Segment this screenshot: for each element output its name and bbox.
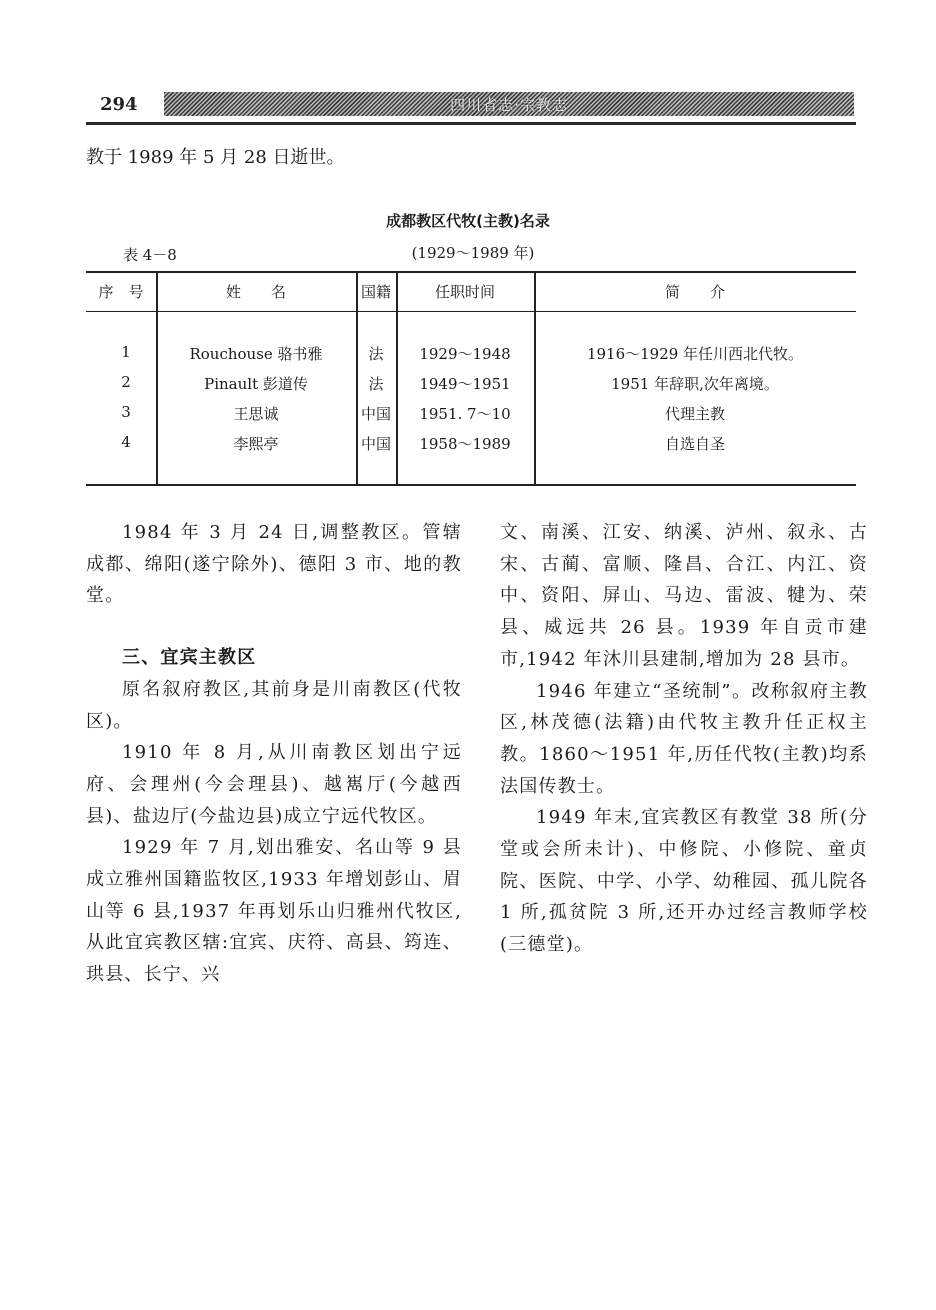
cell-term: 1958～1989 xyxy=(419,435,511,453)
cell-nationality: 法 xyxy=(368,375,384,393)
left-column xyxy=(86,517,462,991)
table-row xyxy=(86,403,856,433)
paragraph: 1984 年 3 月 24 日,调整教区。管辖成都、绵阳(遂宁除外)、德阳 3 市、地的教堂。 xyxy=(86,522,462,607)
cell-note: 1951 年辞职,次年离境。 xyxy=(611,375,779,393)
table-row xyxy=(86,373,856,403)
cell-name: 李熙亭 xyxy=(233,435,279,453)
paragraph: 1910 年 8 月,从川南教区划出宁远府、会理州(今会理县)、越嶲厅(今越西县)、盐边厅(今盐边县)成立宁远代牧区。 xyxy=(86,742,462,827)
table-title: 成都教区代牧(主教)名录 xyxy=(386,212,550,230)
cell-note: 1916～1929 年任川西北代牧。 xyxy=(586,345,804,363)
header-rule xyxy=(86,122,856,125)
cell-no: 4 xyxy=(121,433,131,451)
header-cell-note: 简 介 xyxy=(664,283,725,301)
header-cell-term: 任职时间 xyxy=(434,283,495,301)
cell-nationality: 中国 xyxy=(360,435,391,453)
cell-note: 自选自圣 xyxy=(664,435,725,453)
bishops-table xyxy=(86,271,856,486)
cell-no: 1 xyxy=(121,343,131,361)
header-cell-no: 序 号 xyxy=(98,283,144,301)
cell-term: 1929～1948 xyxy=(419,345,511,363)
paragraph: 1929 年 7 月,划出雅安、名山等 9 县成立雅州国籍监牧区,1933 年增划彭山、眉山等 6 县,1937 年再划乐山归雅州代牧区,从此宜宾教区辖:宜宾、庆符、高县、筠连、珙县、长宁、兴 xyxy=(86,837,462,986)
table-years: (1929～1989 年) xyxy=(411,244,535,262)
paragraph: 文、南溪、江安、纳溪、泸州、叙永、古宋、古蔺、富顺、隆昌、合江、内江、资中、资阳、屏山、马边、雷波、犍为、荣县、威远共 26 县。1939 年自贡市建市,1942 年沐川县建制,增加为 28 县市。 xyxy=(500,522,868,670)
header-band xyxy=(164,92,854,116)
header-cell-nationality: 国籍 xyxy=(360,283,391,301)
cell-name: Pinault 彭道传 xyxy=(204,375,308,393)
paragraph: 原名叙府教区,其前身是川南教区(代牧区)。 xyxy=(86,678,462,732)
continuation-text: 教于 1989 年 5 月 28 日逝世。 xyxy=(86,147,345,168)
running-header xyxy=(86,90,856,128)
cell-no: 3 xyxy=(121,403,131,421)
right-column xyxy=(500,517,868,961)
table-row xyxy=(86,343,856,373)
paragraph: 1946 年建立“圣统制”。改称叙府主教区,林茂德(法籍)由代牧主教升任正权主教。1860～1951 年,历任代牧(主教)均系法国传教士。 xyxy=(500,680,868,797)
cell-term: 1949～1951 xyxy=(419,375,511,393)
paragraph: 1949 年末,宜宾教区有教堂 38 所(分堂或会所未计)、中修院、小修院、童贞院、医院、中学、小学、幼稚园、孤儿院各 1 所,孤贫院 3 所,还开办过经言教师学校(三德堂)。 xyxy=(500,807,868,956)
page-number: 294 xyxy=(100,94,138,115)
section-heading: 三、宜宾主教区 xyxy=(122,647,257,669)
cell-name: 王思诚 xyxy=(233,405,279,423)
cell-term: 1951. 7～10 xyxy=(419,405,511,423)
cell-no: 2 xyxy=(121,373,131,391)
table-number: 表 4－8 xyxy=(123,246,177,264)
header-cell-name: 姓 名 xyxy=(225,283,286,301)
table-row xyxy=(86,433,856,463)
cell-name: Rouchouse 骆书雅 xyxy=(189,345,323,363)
table-header-row xyxy=(86,273,856,312)
running-title: 四川省志·宗教志 xyxy=(450,96,568,114)
cell-note: 代理主教 xyxy=(664,405,725,423)
cell-nationality: 中国 xyxy=(360,405,391,423)
cell-nationality: 法 xyxy=(368,345,384,363)
